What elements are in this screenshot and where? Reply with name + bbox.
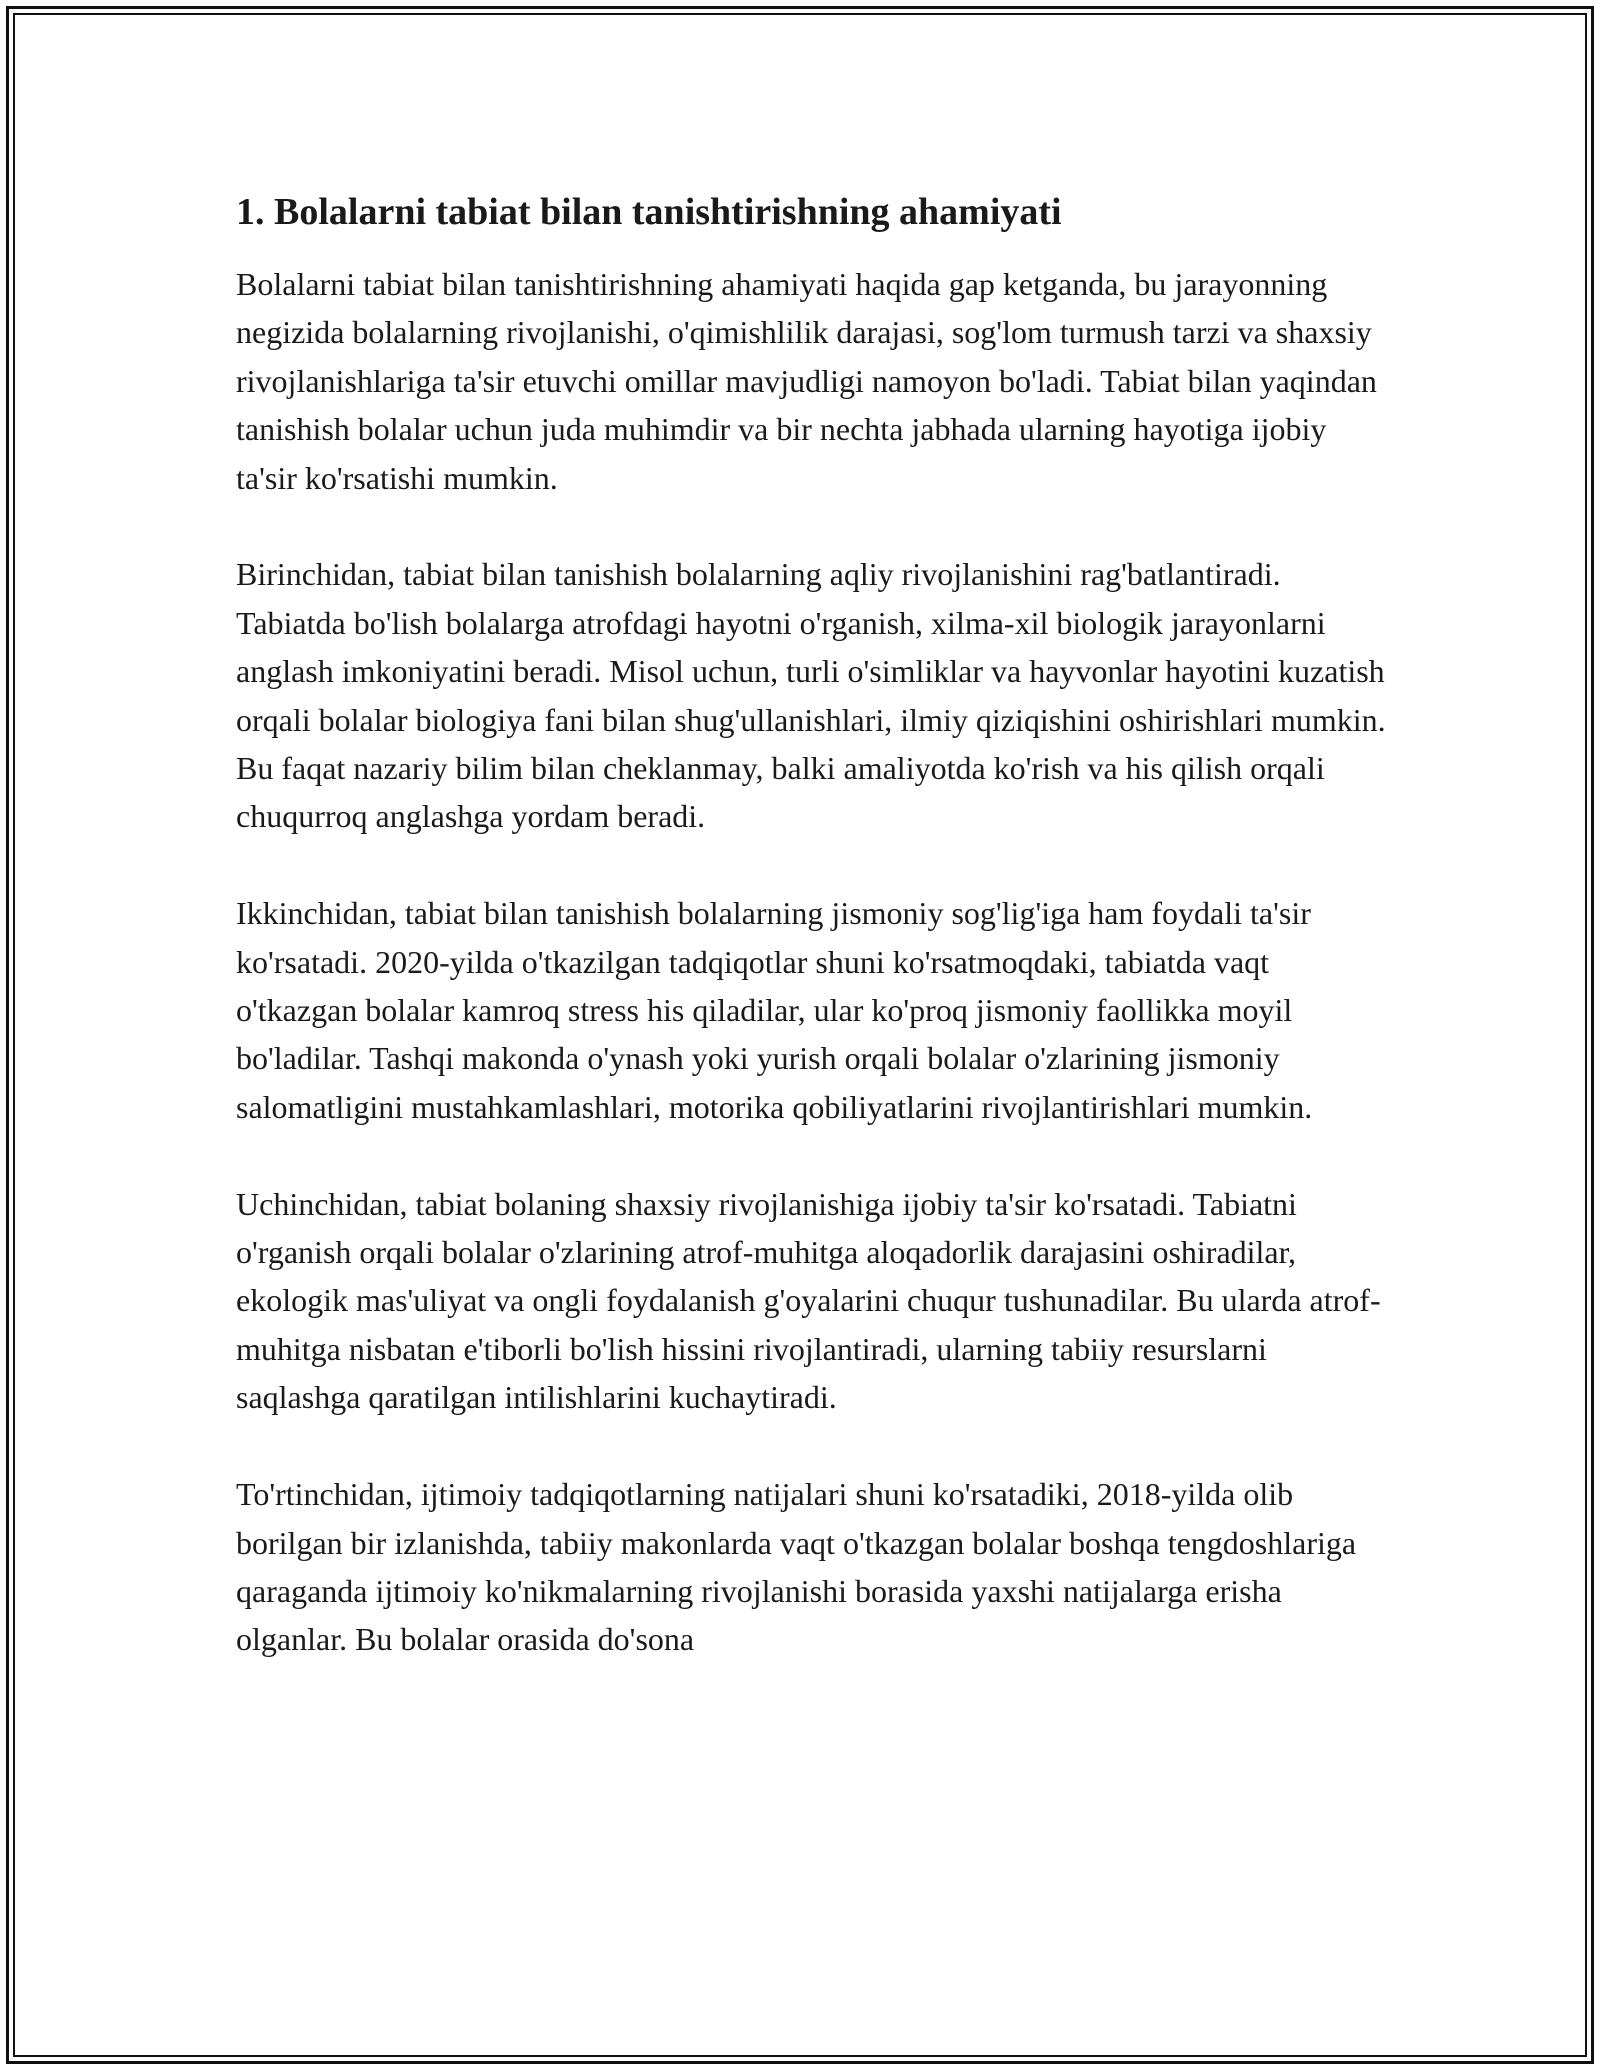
paragraph-intro: Bolalarni tabiat bilan tanishtirishning ahamiyati haqida gap ketganda, bu jarayonning negizida bolalarning rivojlanishi, o'qimishlilik darajasi, sog'lom turmush tarzi va shaxsiy rivojlanishlariga ta'sir etuvchi omillar mavjudligi namoyon bo'ladi. Tabiat bilan yaqindan tanishish bolalar uchun juda muhimdir va bir nechta jabhada ularning hayotiga ijobiy ta'sir ko'rsatishi mumkin.: [236, 266, 1377, 496]
paragraph-fourth-point: To'rtinchidan, ijtimoiy tadqiqotlarning natijalari shuni ko'rsatadiki, 2018-yilda olib borilgan bir izlanishda, tabiiy makonlarda vaqt o'tkazgan bolalar boshqa tengdoshlariga qaraganda ijtimoiy ko'nikmalarning rivojlanishi borasida yaxshi natijalarga erisha olganlar. Bu bolalar orasida do'sona: [236, 1476, 1357, 1658]
paragraph-second-point: Ikkinchidan, tabiat bilan tanishish bolalarning jismoniy sog'lig'iga ham foydali ta'sir ko'rsatadi. 2020-yilda o'tkazilgan tadqiqotlar shuni ko'rsatmoqdaki, tabiatda vaqt o'tkazgan bolalar kamroq stress his qiladilar, ular ko'proq jismoniy faollikka moyil bo'ladilar. Tashqi makonda o'ynash yoki yurish orqali bolalar o'zlarining jismoniy salomatligini mustahkamlashlari, motorika qobiliyatlarini rivojlantirishlari mumkin.: [236, 895, 1313, 1125]
document-body: [236, 186, 1386, 1664]
section-heading: 1. Bolalarni tabiat bilan tanishtirishning ahamiyati: [236, 191, 1062, 233]
paragraph-third-point: Uchinchidan, tabiat bolaning shaxsiy rivojlanishiga ijobiy ta'sir ko'rsatadi. Tabiatni o'rganish orqali bolalar o'zlarining atrof-muhitga aloqadorlik darajasini oshiradilar, ekologik mas'uliyat va ongli foydalanish g'oyalarini chuqur tushunadilar. Bu ularda atrof-muhitga nisbatan e'tiborli bo'lish hissini rivojlantiradi, ularning tabiiy resurslarni saqlashga qaratilgan intilishlarini kuchaytiradi.: [236, 1185, 1381, 1416]
paragraph-first-point: Birinchidan, tabiat bilan tanishish bolalarning aqliy rivojlanishini rag'batlantiradi. Tabiatda bo'lish bolalarga atrofdagi hayotni o'rganish, xilma-xil biologik jarayonlarni anglash imkoniyatini beradi. Misol uchun, turli o'simliklar va hayvonlar hayotini kuzatish orqali bolalar biologiya fani bilan shug'ullanishlari, ilmiy qiziqishini oshirishlari mumkin. Bu faqat nazariy bilim bilan cheklanmay, balki amaliyotda ko'rish va his qilish orqali chuqurroq anglashga yordam beradi.: [236, 556, 1386, 835]
